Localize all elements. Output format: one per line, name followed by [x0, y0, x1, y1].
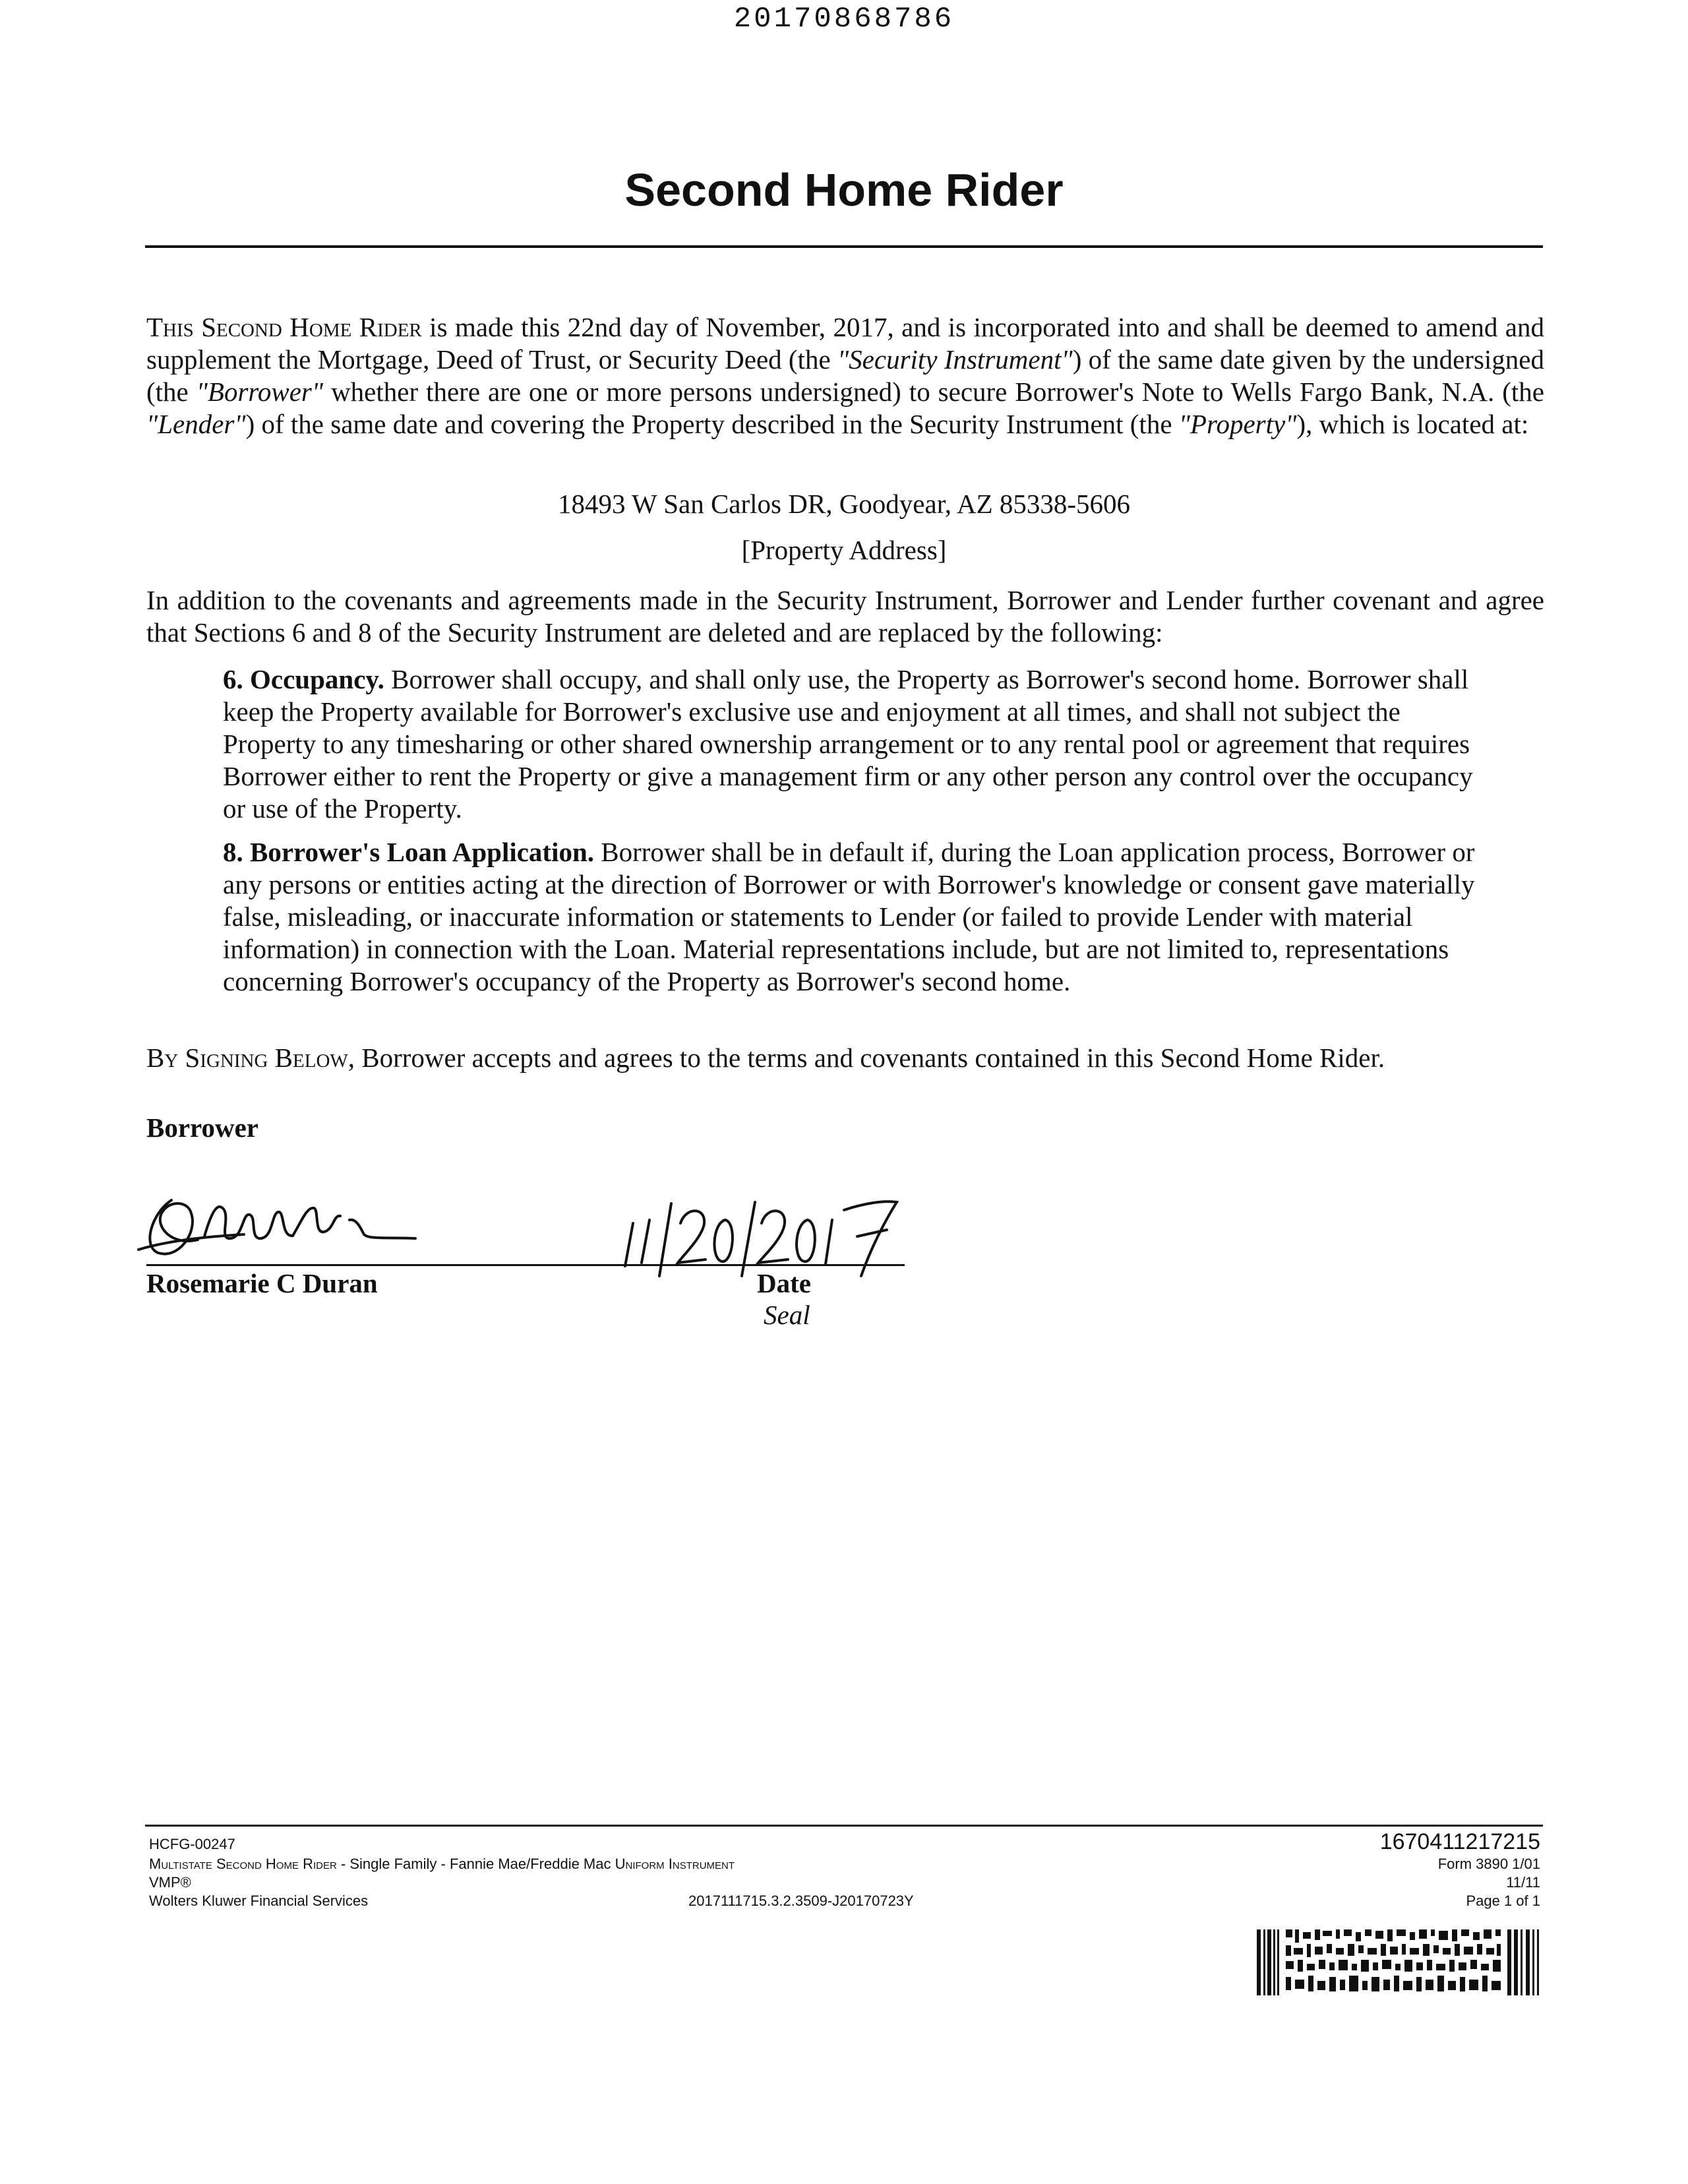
- borrower-label: Borrower: [146, 1112, 259, 1143]
- footer-form-title: Multistate Second Home Rider - Single Family - Fannie Mae/Freddie Mac Uniform Instrument: [149, 1856, 735, 1872]
- footer-divider: [145, 1825, 1543, 1827]
- intro-lead: This Second Home Rider: [146, 312, 422, 342]
- term-lender: "Lender": [146, 409, 246, 439]
- section8-heading: 8. Borrower's Loan Application.: [223, 837, 595, 867]
- section6-text: Borrower shall occupy, and shall only use, the Property as Borrower's second home. Borrower shall keep the Property available for Borrower's exclusive use and enjoyment at all times, and shall not subject the Property to any timesharing or other shared ownership arrangement or to any rental pool or agreement that requires Borrower either to rent the Property or give a management firm or any other person any control over the occupancy or use of the Property.: [223, 664, 1473, 824]
- footer-vmp: VMP®: [149, 1874, 191, 1891]
- term-property: "Property": [1178, 409, 1297, 439]
- footer-publisher: Wolters Kluwer Financial Services: [149, 1893, 369, 1909]
- footer-page-number: Page 1 of 1: [1466, 1893, 1540, 1909]
- section-loan-application: [223, 836, 1476, 998]
- intro-part1: is made this 22nd day of November, 2017, and is incorporated into and shall be deemed to amend and supplement the Mortgage, Deed of Trust, or Security Deed (the: [146, 312, 1544, 375]
- intro-paragraph: [146, 311, 1544, 440]
- footer-code: HCFG-00247: [149, 1836, 235, 1852]
- signing-paragraph: [146, 1042, 1544, 1074]
- section-occupancy: [223, 663, 1476, 825]
- recording-number: 20170868786: [733, 3, 955, 36]
- term-security-instrument: "Security Instrument": [837, 344, 1073, 375]
- signing-lead: By Signing Below,: [146, 1043, 355, 1073]
- footer-form-number: Form 3890 1/01: [1437, 1856, 1540, 1872]
- section6-heading: 6. Occupancy.: [223, 664, 384, 694]
- intro-part5: ), which is located at:: [1296, 409, 1529, 439]
- section8-text: Borrower shall be in default if, during the Loan application process, Borrower or any persons or entities acting at the direction of Borrower or with Borrower's knowledge or consent gave materially false, misleading, or inaccurate information or statements to Lender (or failed to provide Lender with material information) in connection with the Loan. Material representations include, but are not limited to, representations concerning Borrower's occupancy of the Property as Borrower's second home.: [223, 837, 1475, 996]
- property-address-label: [Property Address]: [741, 535, 947, 565]
- signature-line: [146, 1264, 905, 1266]
- footer-doc-id: 2017111715.3.2.3509-J20170723Y: [688, 1893, 914, 1909]
- footer-loan-number: 1670411217215: [1379, 1829, 1540, 1854]
- date-label: Date: [757, 1268, 811, 1298]
- footer-form-date: 11/11: [1506, 1874, 1540, 1891]
- signing-text: Borrower accepts and agrees to the terms and covenants contained in this Second Home Rider.: [355, 1043, 1385, 1073]
- covenant-paragraph: In addition to the covenants and agreements made in the Security Instrument, Borrower and Lender further covenant and agree that Sections 6 and 8 of the Security Instrument are deleted and are replaced by the following:: [146, 585, 1544, 648]
- barcode-image: [1257, 1929, 1542, 1995]
- term-borrower: "Borrower": [196, 377, 324, 407]
- intro-part3: whether there are one or more persons undersigned) to secure Borrower's Note to Wells Fargo Bank, N.A. (the: [323, 377, 1544, 407]
- page-title: Second Home Rider: [624, 164, 1064, 216]
- signer-name: Rosemarie C Duran: [146, 1268, 378, 1298]
- intro-part2: ) of the same date given by the undersigned (the: [146, 344, 1545, 407]
- signature-image: [132, 1174, 448, 1273]
- intro-part4: ) of the same date and covering the Property described in the Security Instrument (the: [245, 409, 1179, 439]
- seal-label: Seal: [764, 1300, 810, 1330]
- title-divider: [145, 245, 1543, 248]
- property-address: 18493 W San Carlos DR, Goodyear, AZ 85338-5606: [557, 489, 1131, 519]
